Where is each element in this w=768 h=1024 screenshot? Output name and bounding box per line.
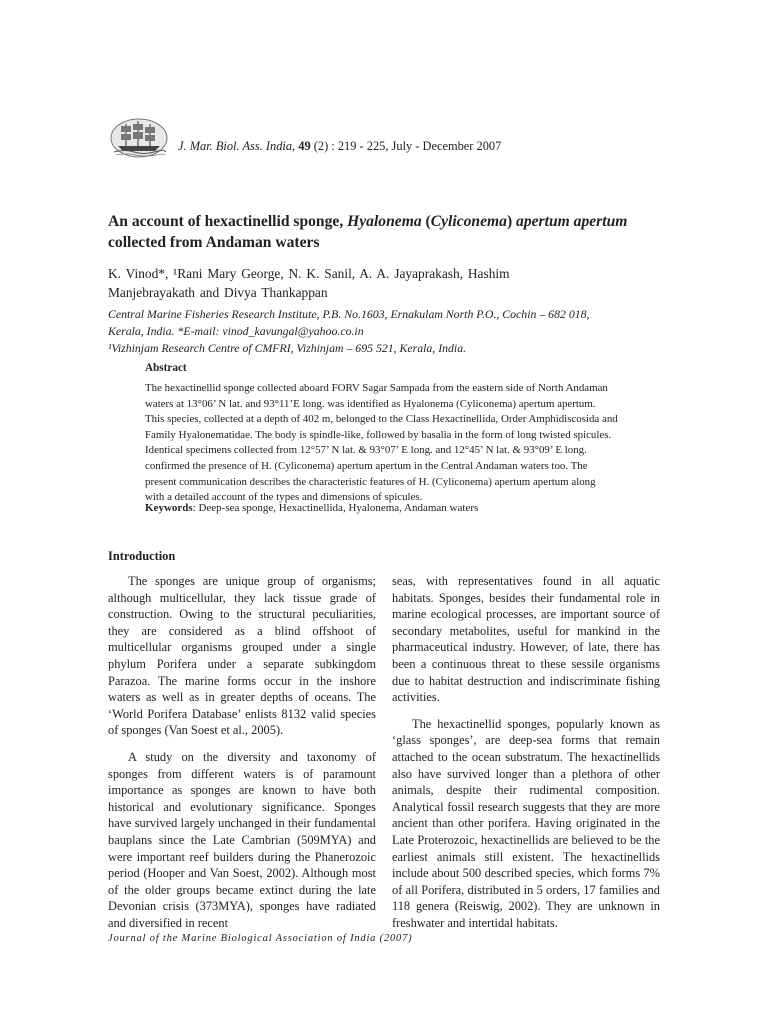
author-list: K. Vinod*, ¹Rani Mary George, N. K. Sanil, A. A. Jayaprakash, Hashim Manjebrayakath and Divya Thankappan: [108, 266, 510, 300]
page-footer: Journal of the Marine Biological Association of India (2007): [108, 933, 413, 944]
paragraph: A study on the diversity and taxonomy of sponges from different waters is of paramount importance as sponges are known to have both historical and evolutionary significance. Sponges have survived largely unchanged in their fundamental bauplans since the Late Cambrian (509MYA) and were important reef builders during the Phanerozoic period (Hooper and Van Soest, 2002). Although most of the older groups became extinct during the late Devonian crisis (373MYA), sponges have radiated and diversified in recent: [108, 749, 376, 930]
affiliation-cmfri: Central Marine Fisheries Research Institute, P.B. No.1603, Ernakulam North P.O., Cochin – 682 018, Kerala, India. *E-mail: vinod_kavungal@yahoo.co.in: [108, 307, 590, 338]
paragraph: seas, with representatives found in all aquatic habitats. Sponges, besides their fundamental role in marine ecological processes, are important source of secondary metabolites, useful for mankind in the pharmaceutical industry. However, of late, there has been a continuous threat to these sessile organisms due to habitat destruction and indiscriminate fishing activities.: [392, 574, 660, 705]
abstract-line: The hexactinellid sponge collected aboard FORV Sagar Sampada from the eastern side of North Andaman: [145, 382, 608, 394]
abstract-line: present communication describes the characteristic features of H. (Cyliconema) apertum apertum along: [145, 475, 596, 488]
body-column-left: [108, 573, 376, 941]
introduction-heading: Introduction: [108, 549, 176, 563]
abstract-line: with a detailed account of the types and dimensions of spicules.: [145, 491, 423, 504]
affiliation-vizhinjam: ¹Vizhinjam Research Centre of CMFRI, Vizhinjam – 695 521, Kerala, India.: [108, 341, 467, 355]
paragraph: The sponges are unique group of organisms; although multicellular, they lack tissue grade of construction. Owing to the structural peculiarities, they are considered as a blind offshoot of multicellular organisms grouped under a single phylum Porifera under a separate subkingdom Parazoa. The marine forms occur in the inshore waters as well as in greater depths of oceans. The ‘World Porifera Database’ enlists 8132 valid species of sponges (Van Soest et al., 2005).: [108, 574, 376, 738]
abstract-line: This species, collected at a depth of 402 m, belonged to the Class Hexactinellida, Order Amphidiscosida and: [145, 413, 618, 426]
body-column-right: [392, 573, 660, 941]
journal-ship-logo: [108, 116, 170, 168]
paragraph: The hexactinellid sponges, popularly known as ‘glass sponges’, are deep-sea forms that remain attached to the ocean substratum. The hexactinellids also have survived longer than a plethora of other animals, despite their rudimental composition. Analytical fossil research suggests that they are more ancient than other porifera. Having originated in the Late Proterozoic, hexactinellids are believed to be the earliest animals still existent. The hexactinellids include about 500 described species, which forms 7% of all Porifera, distributed in 5 orders, 17 families and 118 genera (Reiswig, 2002). They are unknown in freshwater and intertidal habitats.: [392, 716, 660, 930]
abstract-heading: Abstract: [145, 362, 187, 374]
abstract-line: confirmed the presence of H. (Cyliconema) apertum apertum in the Central Andaman waters too. The: [145, 459, 588, 472]
abstract-line: waters at 13°06’ N lat. and 93°11’E long. was identified as Hyalonema (Cyliconema) apertum apertum.: [145, 397, 596, 410]
article-title: An account of hexactinellid sponge, Hyalonema (Cyliconema) apertum apertum collected from Andaman waters: [108, 213, 628, 251]
abstract-line: Identical specimens collected from 12°57’ N lat. & 93°07’ E long. and 12°45’ N lat. & 93°09’ E long.: [145, 444, 587, 457]
journal-citation: J. Mar. Biol. Ass. India, 49 (2) : 219 - 225, July - December 2007: [178, 139, 502, 153]
keywords: Keywords: Deep-sea sponge, Hexactinellida, Hyalonema, Andaman waters: [145, 502, 479, 514]
abstract-line: Family Hyalonematidae. The body is spindle-like, followed by basalia in the form of long twisted spicules.: [145, 428, 612, 441]
abstract-body: [145, 381, 637, 506]
